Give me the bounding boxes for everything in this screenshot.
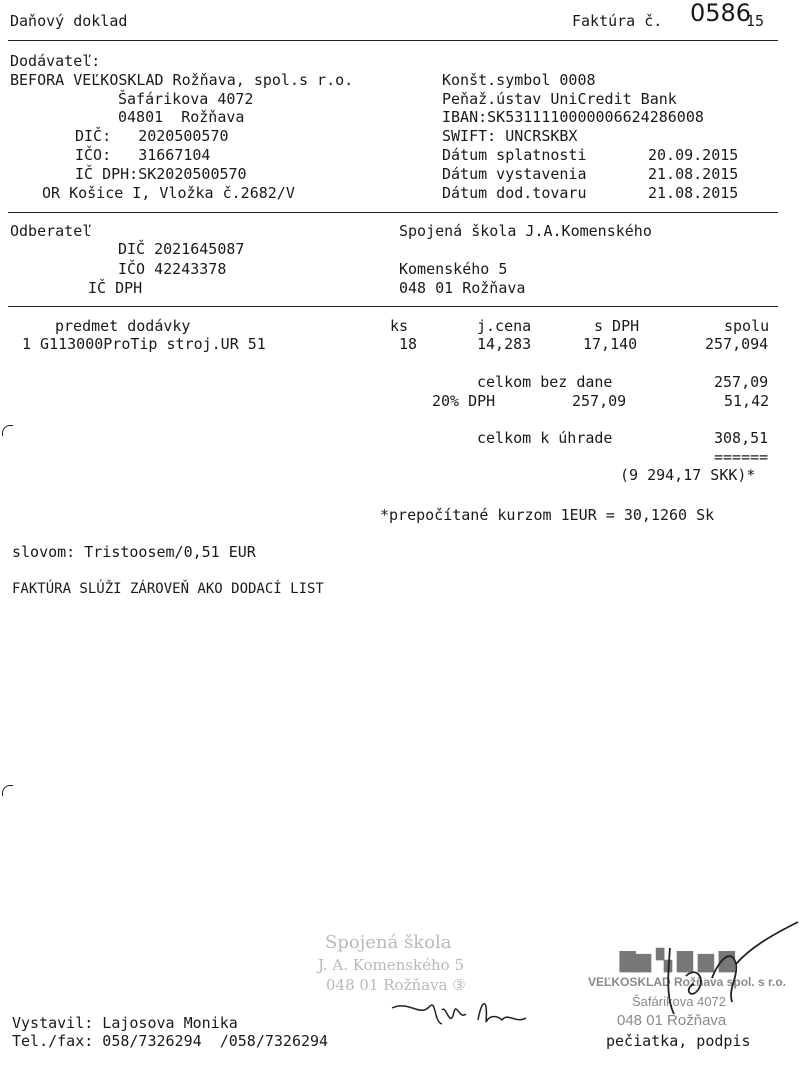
supplier-register: OR Košice I, Vložka č.2682/V	[42, 184, 295, 202]
konst-symbol: Konšt.symbol 0008	[442, 71, 596, 89]
scan-mark	[2, 785, 13, 796]
bank-name: Peňaž.ústav UniCredit Bank	[442, 90, 677, 108]
supplier-stamp-line2: Šafárikova 4072	[632, 994, 726, 1009]
vat-value: 51,42	[724, 392, 770, 410]
swift: SWIFT: UNCRSKBX	[442, 127, 578, 145]
customer-name: Spojená škola J.A.Komenského	[399, 222, 652, 240]
amount-in-words: slovom: Tristoosem/0,51 EUR	[12, 543, 256, 561]
issue-date-label: Dátum vystavenia	[442, 165, 587, 183]
vat-rate: 20% DPH	[432, 392, 496, 410]
signature-scribble	[390, 990, 540, 1040]
supplier-dic: DIČ: 2020500570	[75, 127, 229, 145]
customer-street: Komenského 5	[399, 260, 508, 278]
divider	[8, 306, 778, 307]
amount-due-value: 308,51	[714, 429, 769, 447]
supplier-stamp-line3: 048 01 Rožňava	[617, 1012, 727, 1029]
scan-mark	[2, 425, 13, 436]
customer-city: 048 01 Rožňava	[399, 279, 526, 297]
customer-dic: DIČ 2021645087	[118, 240, 245, 258]
due-date: 20.09.2015	[648, 146, 739, 164]
phone-fax: Tel./fax: 058/7326294 /058/7326294	[12, 1032, 329, 1050]
school-stamp-line3: 048 01 Rožňava ③	[326, 976, 466, 994]
supplier-stamp-line1: VEĽKOSKLAD Rožňava spol. s r.o.	[588, 975, 787, 989]
delivery-date-label: Dátum dod.tovaru	[442, 184, 587, 202]
document-title: Daňový doklad	[10, 12, 128, 30]
net-total-label: celkom bez dane	[477, 373, 613, 391]
supplier-signature-scribble	[640, 918, 800, 1028]
issue-date: 21.08.2015	[648, 165, 739, 183]
supplier-ico: IČO: 31667104	[75, 146, 211, 164]
delivery-date: 21.08.2015	[648, 184, 739, 202]
customer-ic-dph: IČ DPH	[88, 279, 143, 297]
invoice-number: 0586	[690, 0, 752, 27]
customer-label: Odberateľ	[10, 222, 92, 240]
item-price-with-vat: 17,140	[583, 335, 638, 353]
exchange-rate-note: *prepočítané kurzom 1EUR = 30,1260 Sk	[380, 506, 715, 524]
invoice-label: Faktúra č.	[572, 12, 663, 30]
column-header-qty: ks	[390, 317, 409, 335]
column-header-item: predmet dodávky	[55, 317, 191, 335]
column-header-with-vat: s DPH	[594, 317, 640, 335]
supplier-name: BEFORA VEĽKOSKLAD Rožňava, spol.s r.o.	[10, 71, 354, 89]
item-unit-price: 14,283	[477, 335, 532, 353]
divider	[8, 212, 778, 213]
total-underline: ======	[714, 448, 769, 466]
amount-due-label: celkom k úhrade	[477, 429, 613, 447]
iban: IBAN:SK5311110000006624286008	[442, 108, 704, 126]
due-date-label: Dátum splatnosti	[442, 146, 587, 164]
supplier-label: Dodávateľ:	[10, 52, 101, 70]
column-header-unit-price: j.cena	[477, 317, 532, 335]
invoice-suffix: 15	[746, 12, 765, 30]
customer-ico: IČO 42243378	[118, 260, 227, 278]
supplier-street: Šafárikova 4072	[118, 90, 254, 108]
supplier-city: 04801 Rožňava	[118, 108, 245, 126]
item-qty: 18	[399, 335, 418, 353]
vat-base: 257,09	[572, 392, 627, 410]
net-total-value: 257,09	[714, 373, 769, 391]
item-description: 1 G113000ProTip stroj.UR 51	[22, 335, 266, 353]
supplier-ic-dph: IČ DPH:SK2020500570	[75, 165, 247, 183]
item-total: 257,094	[705, 335, 769, 353]
school-stamp-line1: Spojená škola	[325, 932, 452, 953]
column-header-total: spolu	[724, 317, 770, 335]
delivery-note: FAKTÚRA SLÚŽI ZÁROVEŇ AKO DODACÍ LIST	[12, 581, 324, 597]
skk-amount: (9 294,17 SKK)*	[620, 466, 756, 484]
school-stamp-line2: J. A. Komenského 5	[318, 956, 465, 974]
issued-by: Vystavil: Lajosova Monika	[12, 1014, 238, 1032]
signature-label: pečiatka, podpis	[606, 1032, 751, 1050]
supplier-stamp-logo-icon: ▇▆ ▚ ▇ ▆ ▇	[620, 950, 735, 972]
divider	[8, 40, 778, 41]
